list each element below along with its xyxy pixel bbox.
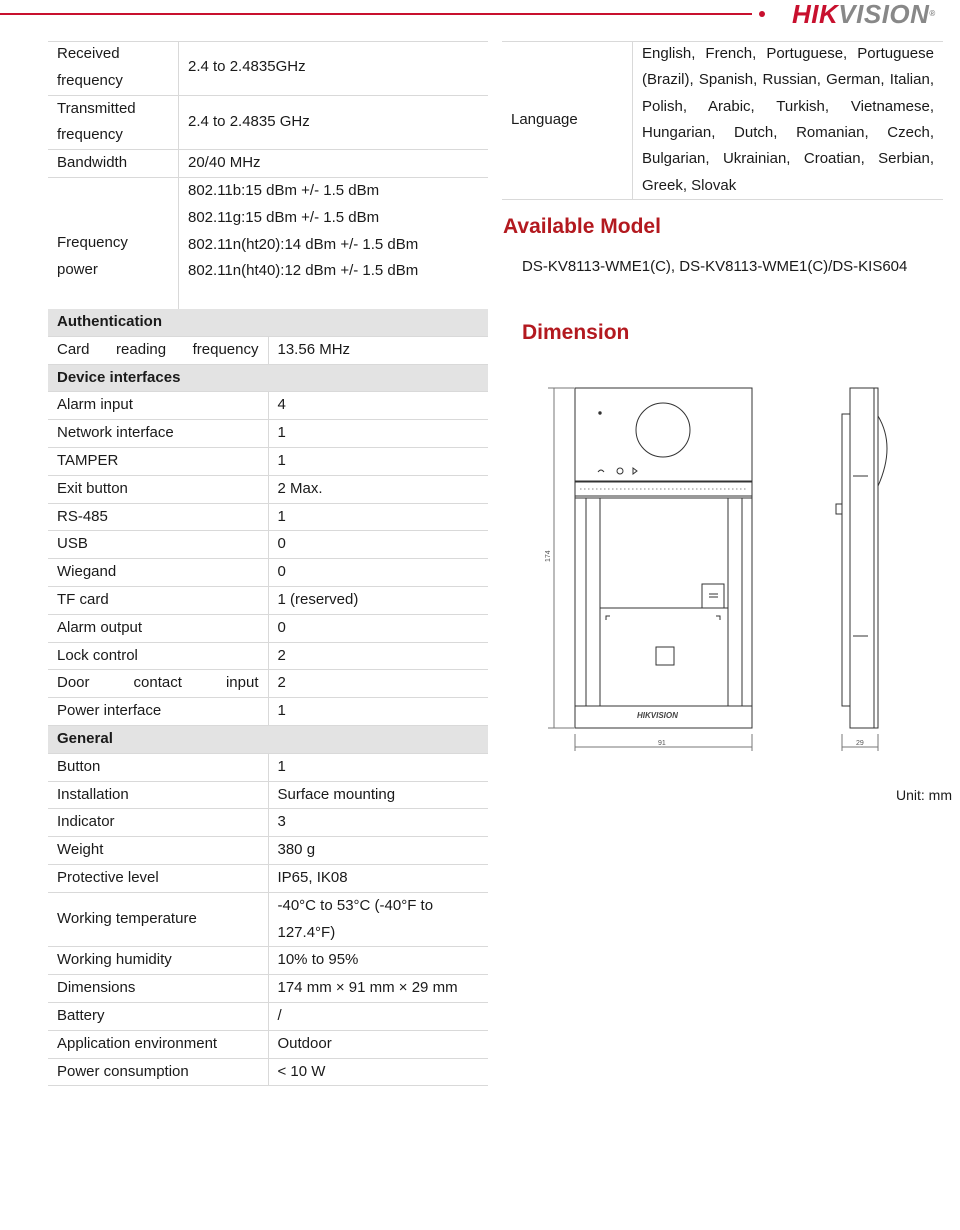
language-table: [502, 41, 943, 200]
table-row: [48, 150, 488, 178]
spec-value: 174 mm × 91 mm × 29 mm: [268, 975, 488, 1003]
spec-value: 1 (reserved): [268, 586, 488, 614]
table-row: [48, 475, 488, 503]
spec-key: Working temperature: [48, 892, 268, 947]
spec-key: Network interface: [48, 420, 268, 448]
spec-key: RS-485: [48, 503, 268, 531]
spec-value: 2: [268, 670, 488, 698]
table-row: [48, 559, 488, 587]
spec-key: TF card: [48, 586, 268, 614]
front-outline: [575, 388, 752, 728]
spec-key: Exit button: [48, 475, 268, 503]
spec-key: Wiegand: [48, 559, 268, 587]
power-line: 802.11b:15 dBm +/- 1.5 dBm: [188, 181, 380, 199]
width-label: 91: [658, 740, 666, 747]
spec-key: Application environment: [48, 1030, 268, 1058]
dimension-heading: Dimension: [522, 321, 630, 344]
spec-key: Alarm output: [48, 614, 268, 642]
table-row: [502, 41, 943, 200]
table-row: [48, 864, 488, 892]
spec-value: 1: [268, 753, 488, 781]
spec-key: Frequency power: [57, 234, 128, 278]
spec-value: 20/40 MHz: [179, 150, 489, 178]
spec-value: 380 g: [268, 837, 488, 865]
spec-value: 2.4 to 2.4835 GHz: [179, 95, 489, 150]
spec-key: Card reading frequency: [48, 336, 268, 364]
table-row: [48, 1058, 488, 1086]
spec-value: 0: [268, 531, 488, 559]
drawing-brand-mark: HIKVISION: [637, 711, 678, 720]
call-button: [702, 584, 724, 608]
spec-value: /: [268, 1002, 488, 1030]
power-line: 802.11n(ht20):14 dBm +/- 1.5 dBm: [188, 235, 419, 253]
spec-value: 2 Max.: [268, 475, 488, 503]
header-dot: [759, 11, 765, 17]
table-row: [48, 614, 488, 642]
section-header: [48, 364, 488, 392]
spec-key: Working humidity: [48, 947, 268, 975]
table-row: [48, 781, 488, 809]
side-outline: [842, 388, 878, 728]
spec-key: Indicator: [48, 809, 268, 837]
spec-value: 1: [268, 503, 488, 531]
spec-value: 1: [268, 420, 488, 448]
table-row: [48, 586, 488, 614]
card-reader-mark: [656, 647, 674, 665]
spec-key: Bandwidth: [48, 150, 179, 178]
depth-label: 29: [856, 740, 864, 747]
spec-key: Transmitted frequency: [48, 95, 179, 150]
table-row: [48, 837, 488, 865]
table-row: [48, 642, 488, 670]
spec-key: Button: [48, 753, 268, 781]
spec-value: 2.4 to 2.4835GHz: [179, 41, 489, 95]
spec-key: Installation: [48, 781, 268, 809]
spec-value: 0: [268, 614, 488, 642]
camera-lens: [636, 403, 690, 457]
spec-key: Power interface: [48, 698, 268, 726]
table-row: [48, 392, 488, 420]
wireless-spec-table: [48, 41, 488, 336]
spec-key: Dimensions: [48, 975, 268, 1003]
height-label: 174: [545, 550, 552, 562]
table-row: [48, 753, 488, 781]
table-row: [48, 892, 488, 947]
spec-value: 4: [268, 392, 488, 420]
spec-value: Outdoor: [268, 1030, 488, 1058]
unit-label: Unit: mm: [896, 787, 952, 803]
spec-key: TAMPER: [48, 447, 268, 475]
spec-key: Language: [502, 41, 633, 200]
table-row: [48, 420, 488, 448]
table-row: [48, 698, 488, 726]
available-model-text: DS-KV8113-WME1(C), DS-KV8113-WME1(C)/DS-KIS604: [522, 258, 908, 275]
spec-value: 0: [268, 559, 488, 587]
spec-key: Battery: [48, 1002, 268, 1030]
spec-value: 1: [268, 447, 488, 475]
section-title: Authentication: [48, 309, 488, 336]
spec-key: USB: [48, 531, 268, 559]
brand-logo: HIKVISION®: [792, 0, 936, 29]
table-row: [48, 809, 488, 837]
dimension-drawing: [540, 376, 910, 756]
spec-value: 3: [268, 809, 488, 837]
table-row: [48, 1002, 488, 1030]
spec-key: Received frequency: [48, 41, 179, 95]
spec-value: Surface mounting: [268, 781, 488, 809]
spec-value: 1: [268, 698, 488, 726]
spec-key: Lock control: [48, 642, 268, 670]
header-rule: [0, 13, 752, 15]
table-row: [48, 447, 488, 475]
available-model-heading: Available Model: [503, 215, 661, 238]
spec-value: -40°C to 53°C (-40°F to 127.4°F): [268, 892, 488, 947]
table-row: [48, 975, 488, 1003]
power-line: 802.11g:15 dBm +/- 1.5 dBm: [188, 208, 380, 226]
spec-key: Door contact input: [48, 670, 268, 698]
table-row: [48, 1030, 488, 1058]
table-row: [48, 503, 488, 531]
button-panel: [600, 498, 728, 706]
table-row: [48, 531, 488, 559]
spec-value: 13.56 MHz: [268, 336, 488, 364]
power-line: 802.11n(ht40):12 dBm +/- 1.5 dBm: [188, 262, 419, 280]
table-row: [48, 336, 488, 364]
mic-status-icon: [617, 468, 623, 474]
side-tab: [836, 504, 842, 514]
device-spec-table: [48, 309, 488, 1086]
spec-value: IP65, IK08: [268, 864, 488, 892]
spec-value: 10% to 95%: [268, 947, 488, 975]
section-title: Device interfaces: [48, 364, 488, 392]
table-row: [48, 95, 488, 150]
spec-value: English, French, Portuguese, Portuguese (Brazil), Spanish, Russian, German, Italian, Polish, Arabic, Turkish, Vietnamese, Hungarian, Dutch, Romanian, Czech, Bulgarian, Ukrainian, Croatian, Serbian, Greek, Slovak: [633, 41, 944, 200]
door-status-icon: [633, 468, 637, 474]
spec-key: Protective level: [48, 864, 268, 892]
table-row: [48, 670, 488, 698]
spec-key: Power consumption: [48, 1058, 268, 1086]
section-header: [48, 725, 488, 753]
spec-value: 2: [268, 642, 488, 670]
side-lens-bulge: [878, 416, 887, 486]
spec-key: Weight: [48, 837, 268, 865]
spec-value: < 10 W: [268, 1058, 488, 1086]
call-status-icon: [598, 470, 604, 472]
spec-key: Alarm input: [48, 392, 268, 420]
section-header: [48, 309, 488, 336]
table-row: [48, 947, 488, 975]
section-title: General: [48, 725, 488, 753]
table-row: [48, 41, 488, 95]
